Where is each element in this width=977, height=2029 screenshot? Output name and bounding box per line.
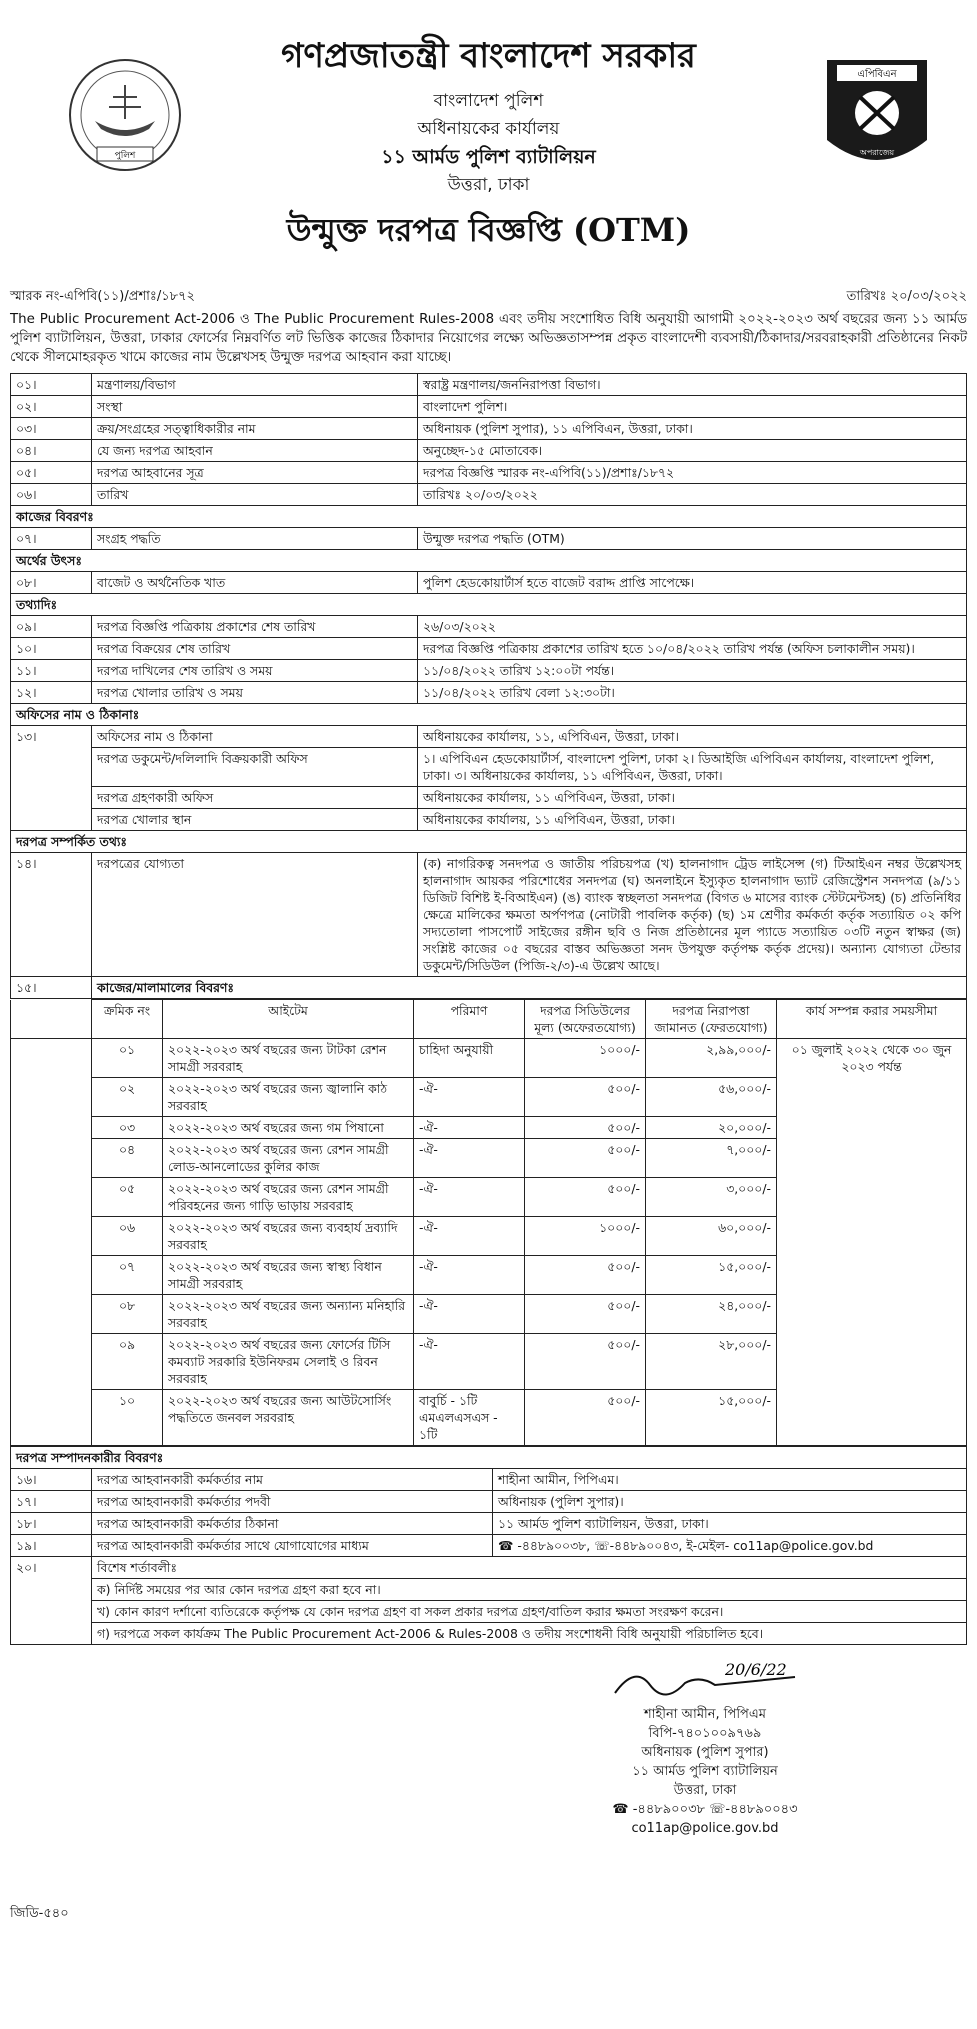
table-row: ১০। দরপত্র বিক্রয়ের শেষ তারিখ দরপত্র বিজ্ঞপ্তি পত্রিকায় প্রকাশের তারিখ হতে ১০/০৪/২০২২ তারিখ পর্যন্ত (অফিস চলাকালীন সময়)। [11,638,967,660]
svg-text:অপরাজেয়: অপরাজেয় [859,148,895,157]
memo-date: তারিখঃ ২০/০৩/২০২২ [846,289,967,304]
table-row: ১৬। দরপত্র আহবানকারী কর্মকর্তার নাম শাহীনা আমীন, পিপিএম। [11,1469,967,1491]
items-header-row: ক্রমিক নং আইটেম পরিমাণ দরপত্র সিডিউলের মূল্য (অফেরতযোগ্য) দরপত্র নিরাপত্তা জামানত (ফেরতযোগ্য) কার্য সম্পন্ন করার সময়সীমা [11,1000,967,1039]
office-name: অধিনায়কের কার্যালয় [417,119,560,139]
officer-table [10,1446,967,1645]
table-row: ০১। মন্ত্রণালয়/বিভাগ স্বরাষ্ট্র মন্ত্রণালয়/জননিরাপত্তা বিভাগ। [11,374,967,396]
table-row: ১৪। দরপত্রের যোগ্যতা (ক) নাগরিকত্ব সনদপত্র ও জাতীয় পরিচয়পত্র (খ) হালনাগাদ ট্রেড লাইসেন্স (গ) টিআইএন নম্বর উল্লেখসহ হালনাগাদ আয়কর পরিশোধের সনদপত্র (ঘ) অনলাইনে ইস্যুকৃত হালনাগাদ ভ্যাট রেজিস্ট্রেশন সনদপত্র (৯/১১ ডিজিট বিশিষ্ট ই-বিআইএন) (ঙ) ব্যাংক স্বচ্ছলতা সনদপত্র (বিগত ৬ মাসের ব্যাংক স্টেটমেন্টসহ) (চ) প্রতিনিধির ক্ষেত্রে মালিকের ক্ষমতা অর্পণপত্র (নোটারী পাবলিক কর্তৃক) (ছ) ১ম শ্রেণীর কর্মকর্তা কর্তৃক সত্যায়িত ০২ কপি সদ্যতোলা পাসপোর্ট সাইজের রঙ্গীন ছবি ও নিজ প্রতিষ্ঠানের মূল প্যাডে সত্যায়িত ০৩টি নতুন স্বাক্ষর (জ) সংশ্লিষ্ট কাজের ০৫ বছরের বাস্তব অভিজ্ঞতা সনদ উপযুক্ত কর্তৃপক্ষ কর্তৃক প্রদেয়)। অন্যান্য যোগ্যতা টেন্ডার ডকুমেন্ট/সিডিউল (পিজি-২/৩)-এ উল্লেখ আছে। [11,853,967,977]
apbn-shield-icon [822,55,932,185]
table-row: ১৯। দরপত্র আহবানকারী কর্মকর্তার সাথে যোগাযোগের মাধ্যম ☎ -৪৪৮৯০০৩৮, ☏-৪৪৮৯০০৪৩, ই-মেইল- co11ap@police.gov.bd [11,1535,967,1557]
section-heading: কাজের বিবরণঃ [11,506,967,528]
table-row: দরপত্র ডকুমেন্ট/দলিলাদি বিক্রয়কারী অফিস ১। এপিবিএন হেডকোয়ার্টার্স, বাংলাদেশ পুলিশ, ঢাকা ২। ডিআইজি এপিবিএন কার্যালয়, বাংলাদেশ পুলিশ, ঢাকা। ৩। অধিনায়কের কার্যালয়, ১১ এপিবিএন, উত্তরা, ঢাকা। [11,748,967,787]
svg-text:এপিবিএন: এপিবিএন [857,69,897,80]
table-row: ০১ ২০২২-২০২৩ অর্থ বছরের জন্য টাটকা রেশন সামগ্রী সরবরাহ চাহিদা অনুযায়ী ১০০০/- ২,৯৯,০০০/- ০১ জুলাই ২০২২ থেকে ৩০ জুন ২০২৩ পর্যন্ত [11,1039,967,1078]
table-row: ০৪। যে জন্য দরপত্র আহবান অনুচ্ছেদ-১৫ মোতাবেক। [11,440,967,462]
section-heading: দরপত্র সম্পর্কিত তথ্যঃ [11,831,967,853]
signer-place: উত্তরা, ঢাকা [673,1783,737,1798]
table-row: দরপত্র খোলার স্থান অধিনায়কের কার্যালয়, ১১ এপিবিএন, উত্তরা, ঢাকা। [11,809,967,831]
table-row: ১৮। দরপত্র আহবানকারী কর্মকর্তার ঠিকানা ১১ আর্মড পুলিশ ব্যাটালিয়ন, উত্তরা, ঢাকা। [11,1513,967,1535]
table-row: ০৯। দরপত্র বিজ্ঞপ্তি পত্রিকায় প্রকাশের শেষ তারিখ ২৬/০৩/২০২২ [11,616,967,638]
table-row: গ) দরপত্রে সকল কার্যক্রম The Public Procurement Act-2006 & Rules-2008 ও তদীয় সংশোধনী বিধি অনুযায়ী পরিচালিত হবে। [11,1623,967,1645]
section-heading: তথ্যাদিঃ [11,594,967,616]
table-row: ০৪ ২০২২-২০২৩ অর্থ বছরের জন্য রেশন সামগ্রী লোড-আনলোডের কুলির কাজ -ঐ- ৫০০/- ৭,০০০/- [11,1139,967,1178]
signature-icon [605,1655,805,1705]
signer-email: co11ap@police.gov.bd [631,1821,779,1836]
signer-bp: বিপি-৭৪০১০০৯৭৬৯ [648,1726,762,1741]
table-row: ক) নির্দিষ্ট সময়ের পর আর কোন দরপত্র গ্রহণ করা হবে না। [11,1579,967,1601]
table-row: ০৩। ক্রয়/সংগ্রহের সত্ত্বাধিকারীর নাম অধিনায়ক (পুলিশ সুপার), ১১ এপিবিএন, উত্তরা, ঢাকা। [11,418,967,440]
signer-unit: ১১ আর্মড পুলিশ ব্যাটালিয়ন [632,1764,778,1779]
table-row: ১২। দরপত্র খোলার তারিখ ও সময় ১১/০৪/২০২২ তারিখ বেলা ১২:৩০টা। [11,682,967,704]
intro-paragraph: The Public Procurement Act-2006 ও The Public Procurement Rules-2008 এবং তদীয় সংশোধিত বিধি অনুযায়ী আগামী ২০২২-২০২৩ অর্থ বছরের জন্য ১১ আর্মড পুলিশ ব্যাটালিয়ন, উত্তরা, ঢাকার ফোর্সের নিম্নবর্ণিত লট ভিত্তিক কাজের ঠিকাদার নিয়োগের লক্ষ্যে অভিজ্ঞতাসম্পন্ন প্রকৃত বাংলাদেশী ব্যবসায়ী/ঠিকাদার/সরবরাহকারী প্রতিষ্ঠানের নিকট থেকে সীলমোহরকৃত খামে কাজের নাম উল্লেখসহ উন্মুক্ত দরপত্র আহবান করা যাচ্ছে। [10,312,967,365]
table-row: ০৮। বাজেট ও অর্থনৈতিক খাত পুলিশ হেডকোয়ার্টার্স হতে বাজেট বরাদ্দ প্রাপ্তি সাপেক্ষে। [11,572,967,594]
gd-number: জিডি-৫৪০ [10,1906,69,1921]
table-row: ০৫ ২০২২-২০২৩ অর্থ বছরের জন্য রেশন সামগ্রী পরিবহনের জন্য গাড়ি ভাড়ায় সরবরাহ -ঐ- ৫০০/- ৩,০০০/- [11,1178,967,1217]
memo-line [10,287,967,308]
location: উত্তরা, ঢাকা [447,175,530,195]
table-row: ১১। দরপত্র দাখিলের শেষ তারিখ ও সময় ১১/০৪/২০২২ তারিখ ১২:০০টা পর্যন্ত। [11,660,967,682]
memo-ref: স্মারক নং-এপিবি(১১)/প্রশাঃ/১৮৭২ [10,289,196,304]
organization: বাংলাদেশ পুলিশ [433,91,544,111]
table-row: ০৯ ২০২২-২০২৩ অর্থ বছরের জন্য ফোর্সের টিসি কমব্যাট সরকারি ইউনিফরম সেলাই ও রিবন সরবরাহ -ঐ- ৫০০/- ২৮,০০০/- [11,1334,967,1390]
header [10,30,967,285]
svg-text:20/6/22: 20/6/22 [725,1660,787,1679]
items-table [10,999,967,1446]
table-row: ১০ ২০২২-২০২৩ অর্থ বছরের জন্য আউটসোর্সিং পদ্ধতিতে জনবল সরবরাহ বাবুর্চি - ১টি এমএলএসএস - ১টি ৫০০/- ১৫,০০০/- [11,1390,967,1446]
signer-title: অধিনায়ক (পুলিশ সুপার) [641,1745,769,1760]
svg-text:পুলিশ: পুলিশ [114,151,136,161]
table-row: ০৬। তারিখ তারিখঃ ২০/০৩/২০২২ [11,484,967,506]
police-emblem-icon [65,55,185,175]
table-row: দরপত্র গ্রহণকারী অফিস অধিনায়কের কার্যালয়, ১১ এপিবিএন, উত্তরা, ঢাকা। [11,787,967,809]
section-heading: অফিসের নাম ও ঠিকানাঃ [11,704,967,726]
table-row: ০৬ ২০২২-২০২৩ অর্থ বছরের জন্য ব্যবহার্য দ্রব্যাদি সরবরাহ -ঐ- ১০০০/- ৬০,০০০/- [11,1217,967,1256]
tender-notice-page [10,10,967,1935]
table-row: ০৮ ২০২২-২০২৩ অর্থ বছরের জন্য অন্যান্য মনিহারি সরবরাহ -ঐ- ৫০০/- ২৪,০০০/- [11,1295,967,1334]
table-row: ০৭ ২০২২-২০২৩ অর্থ বছরের জন্য স্বাস্থ্য বিধান সামগ্রী সরবরাহ -ঐ- ৫০০/- ১৫,০০০/- [11,1256,967,1295]
table-row: ০২। সংস্থা বাংলাদেশ পুলিশ। [11,396,967,418]
section-heading: দরপত্র সম্পাদনকারীর বিবরণঃ [11,1447,967,1469]
table-row: ১৭। দরপত্র আহবানকারী কর্মকর্তার পদবী অধিনায়ক (পুলিশ সুপার)। [11,1491,967,1513]
section-heading: অর্থের উৎসঃ [11,550,967,572]
table-row: ১৩। অফিসের নাম ও ঠিকানা অধিনায়কের কার্যালয়, ১১, এপিবিএন, উত্তরা, ঢাকা। [11,726,967,748]
signer-phone: ☎ -৪৪৮৯০০৩৮ ☏-৪৪৮৯০০৪৩ [612,1802,798,1817]
table-row: ০৭। সংগ্রহ পদ্ধতি উন্মুক্ত দরপত্র পদ্ধতি (OTM) [11,528,967,550]
signer-name: শাহীনা আমীন, পিপিএম [644,1707,766,1722]
tender-info-table [10,373,967,999]
signature-area [10,1645,967,1935]
table-row: ০৩ ২০২২-২০২৩ অর্থ বছরের জন্য গম পিষানো -ঐ- ৫০০/- ২০,০০০/- [11,1117,967,1139]
signature-block [570,1655,840,1838]
table-row: ০২ ২০২২-২০২৩ অর্থ বছরের জন্য জ্বালানি কাঠ সরবরাহ -ঐ- ৫০০/- ৫৬,০০০/- [11,1078,967,1117]
battalion-name: ১১ আর্মড পুলিশ ব্যাটালিয়ন [381,146,596,168]
notice-title: উন্মুক্ত দরপত্র বিজ্ঞপ্তি (OTM) [286,211,691,249]
table-row: ০৫। দরপত্র আহবানের সূত্র দরপত্র বিজ্ঞপ্তি স্মারক নং-এপিবি(১১)/প্রশাঃ/১৮৭২ [11,462,967,484]
government-title: গণপ্রজাতন্ত্রী বাংলাদেশ সরকার [281,36,696,76]
table-row: খ) কোন কারণ দর্শানো ব্যতিরেকে কর্তৃপক্ষ যে কোন দরপত্র গ্রহণ বা সকল প্রকার দরপত্র গ্রহণ/বাতিল করার ক্ষমতা সংরক্ষণ করেন। [11,1601,967,1623]
table-row: ১৫। কাজের/মালামালের বিবরণঃ [11,977,967,999]
table-row: ২০। বিশেষ শর্তাবলীঃ [11,1557,967,1579]
